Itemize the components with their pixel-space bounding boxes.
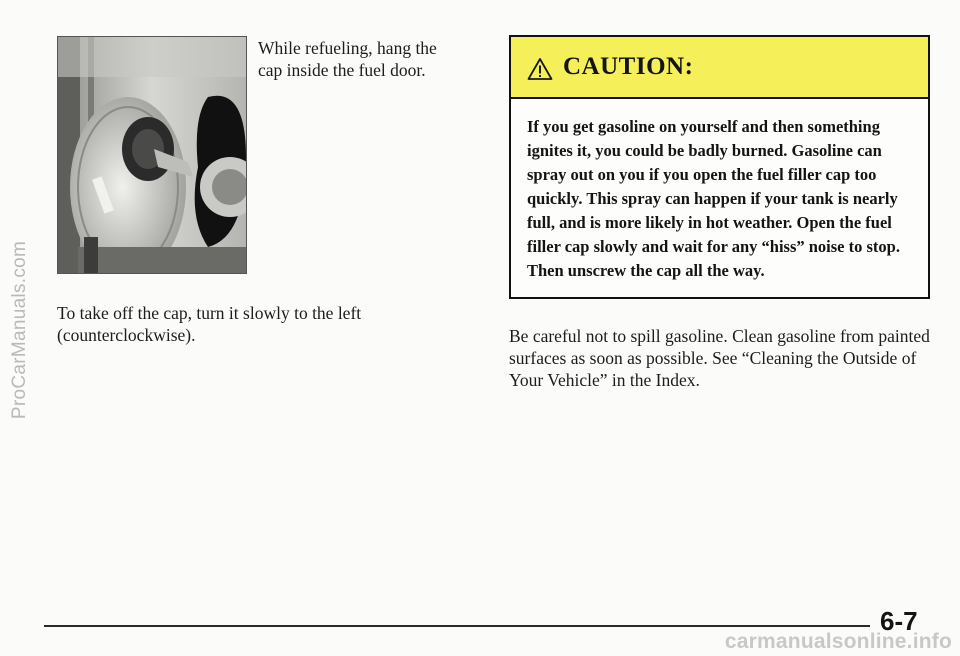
side-watermark	[2, 180, 38, 480]
fuel-door-photo	[57, 36, 247, 274]
caution-body: If you get gasoline on yourself and then something ignites it, you could be badly burned. Gasoline can spray out on you if you open the fuel filler cap too quickly. This spray can happen if your tank is nearly full, and is more likely in hot weather. Open the fuel filler cap slowly and wait for any “hiss” noise to stop. Then unscrew the cap all the way.	[527, 117, 900, 280]
fuel-cap-illustration	[58, 37, 246, 273]
warning-triangle-icon	[527, 57, 553, 81]
cap-removal-text: To take off the cap, turn it slowly to the left (counterclockwise).	[57, 303, 362, 345]
caution-header	[511, 37, 928, 99]
caution-title: CAUTION:	[563, 53, 694, 80]
caution-box	[509, 35, 930, 299]
page-number: 6-7	[880, 606, 918, 636]
spill-warning-text: Be careful not to spill gasoline. Clean gasoline from painted surfaces as soon as possible. See “Cleaning the Outside of Your Vehicle” in the Index.	[509, 326, 930, 390]
footer-watermark: carmanualsonline.info	[724, 630, 952, 653]
watermark-text: ProCarManuals.com	[9, 240, 30, 420]
footer-rule	[44, 625, 870, 627]
photo-caption: While refueling, hang the cap inside the fuel door.	[258, 38, 437, 80]
